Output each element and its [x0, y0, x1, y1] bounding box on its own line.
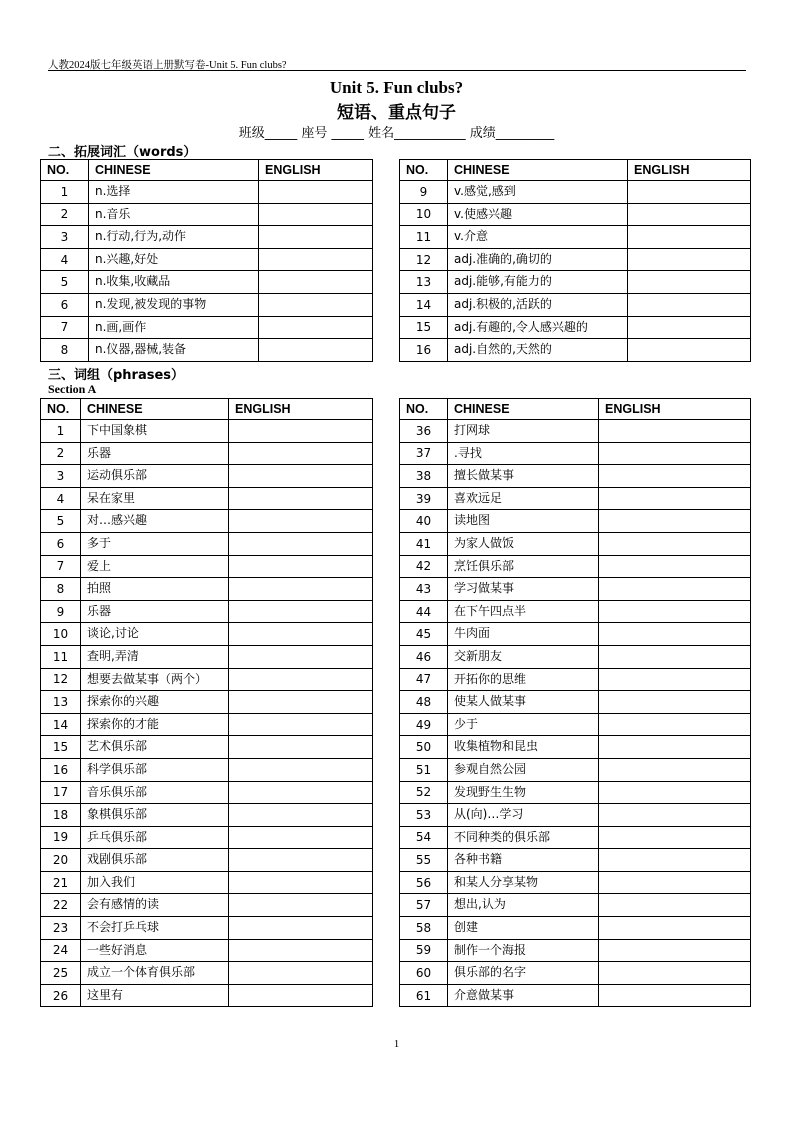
english-answer-cell[interactable] — [599, 804, 751, 827]
english-answer-cell[interactable] — [599, 939, 751, 962]
chinese-prompt: 爱上 — [81, 555, 229, 578]
english-answer-cell[interactable] — [628, 271, 751, 294]
chinese-prompt: 为家人做饭 — [448, 532, 599, 555]
row-number: 37 — [400, 442, 448, 465]
table-row — [41, 849, 373, 872]
table-row — [41, 871, 373, 894]
chinese-prompt: 成立一个体育俱乐部 — [81, 962, 229, 985]
english-answer-cell[interactable] — [229, 465, 373, 488]
table-row — [41, 293, 373, 316]
chinese-prompt: 谈论,讨论 — [81, 623, 229, 646]
phrases-table-right — [399, 398, 751, 1007]
chinese-prompt: 收集植物和昆虫 — [448, 736, 599, 759]
english-answer-cell[interactable] — [599, 781, 751, 804]
row-number: 47 — [400, 668, 448, 691]
english-answer-cell[interactable] — [599, 578, 751, 601]
row-number: 39 — [400, 487, 448, 510]
row-number: 52 — [400, 781, 448, 804]
english-answer-cell[interactable] — [229, 984, 373, 1007]
row-number: 13 — [400, 271, 448, 294]
row-number: 17 — [41, 781, 81, 804]
chinese-prompt: 不同种类的俱乐部 — [448, 826, 599, 849]
english-answer-cell[interactable] — [599, 849, 751, 872]
chinese-prompt: adj.能够,有能力的 — [448, 271, 628, 294]
header-english: ENGLISH — [599, 399, 751, 420]
chinese-prompt: 运动俱乐部 — [81, 465, 229, 488]
page-title: Unit 5. Fun clubs? — [329, 78, 464, 97]
english-answer-cell[interactable] — [229, 691, 373, 714]
english-answer-cell[interactable] — [628, 248, 751, 271]
table-row — [400, 849, 751, 872]
table-row — [400, 668, 751, 691]
table-row — [41, 781, 373, 804]
chinese-prompt: 拍照 — [81, 578, 229, 601]
table-row — [41, 420, 373, 443]
row-number: 1 — [41, 181, 89, 204]
table-row — [41, 894, 373, 917]
english-answer-cell[interactable] — [628, 293, 751, 316]
chinese-prompt: 喜欢远足 — [448, 487, 599, 510]
english-answer-cell[interactable] — [229, 532, 373, 555]
table-row — [41, 316, 373, 339]
chinese-prompt: 读地图 — [448, 510, 599, 533]
row-number: 13 — [41, 691, 81, 714]
table-row — [41, 804, 373, 827]
table-row — [41, 623, 373, 646]
chinese-prompt: 乒乓俱乐部 — [81, 826, 229, 849]
words-table-left — [40, 159, 373, 362]
table-row — [41, 600, 373, 623]
chinese-prompt: n.收集,收藏品 — [89, 271, 259, 294]
english-answer-cell[interactable] — [229, 917, 373, 940]
row-number: 7 — [41, 555, 81, 578]
chinese-prompt: 使某人做某事 — [448, 691, 599, 714]
chinese-prompt: n.选择 — [89, 181, 259, 204]
row-number: 15 — [41, 736, 81, 759]
row-number: 18 — [41, 804, 81, 827]
chinese-prompt: 参观自然公园 — [448, 758, 599, 781]
table-row — [400, 758, 751, 781]
chinese-prompt: 从(向)…学习 — [448, 804, 599, 827]
row-number: 20 — [41, 849, 81, 872]
english-answer-cell[interactable] — [229, 804, 373, 827]
row-number: 24 — [41, 939, 81, 962]
table-row — [400, 203, 751, 226]
row-number: 60 — [400, 962, 448, 985]
page-subtitle: 短语、重点句子 — [337, 103, 456, 123]
row-number: 6 — [41, 293, 89, 316]
row-number: 16 — [41, 758, 81, 781]
row-number: 12 — [41, 668, 81, 691]
chinese-prompt: .寻找 — [448, 442, 599, 465]
table-row — [41, 962, 373, 985]
chinese-prompt: 介意做某事 — [448, 984, 599, 1007]
header-english: ENGLISH — [229, 399, 373, 420]
table-row — [41, 826, 373, 849]
row-number: 9 — [41, 600, 81, 623]
row-number: 11 — [400, 226, 448, 249]
chinese-prompt: 开拓你的思维 — [448, 668, 599, 691]
chinese-prompt: 少于 — [448, 713, 599, 736]
english-answer-cell[interactable] — [599, 758, 751, 781]
english-answer-cell[interactable] — [259, 226, 373, 249]
row-number: 2 — [41, 203, 89, 226]
table-row — [400, 691, 751, 714]
chinese-prompt: 交新朋友 — [448, 645, 599, 668]
chinese-prompt: v.使感兴趣 — [448, 203, 628, 226]
table-row — [400, 736, 751, 759]
table-row — [41, 226, 373, 249]
row-number: 58 — [400, 917, 448, 940]
student-info-line: 班级_____ 座号 _____ 姓名___________ 成绩_________ — [238, 126, 555, 141]
english-answer-cell[interactable] — [229, 600, 373, 623]
english-answer-cell[interactable] — [599, 532, 751, 555]
english-answer-cell[interactable] — [599, 645, 751, 668]
row-number: 2 — [41, 442, 81, 465]
english-answer-cell[interactable] — [628, 339, 751, 362]
row-number: 59 — [400, 939, 448, 962]
chinese-prompt: 牛肉面 — [448, 623, 599, 646]
table-row — [400, 894, 751, 917]
chinese-prompt: 乐器 — [81, 442, 229, 465]
english-answer-cell[interactable] — [628, 226, 751, 249]
words-heading: 二、拓展词汇（words） — [48, 145, 197, 160]
table-row — [41, 736, 373, 759]
chinese-prompt: n.音乐 — [89, 203, 259, 226]
chinese-prompt: n.兴趣,好处 — [89, 248, 259, 271]
table-row — [400, 532, 751, 555]
row-number: 25 — [41, 962, 81, 985]
chinese-prompt: adj.自然的,天然的 — [448, 339, 628, 362]
row-number: 43 — [400, 578, 448, 601]
english-answer-cell[interactable] — [259, 293, 373, 316]
english-answer-cell[interactable] — [229, 826, 373, 849]
header-chinese: CHINESE — [89, 160, 259, 181]
english-answer-cell[interactable] — [229, 939, 373, 962]
row-number: 10 — [41, 623, 81, 646]
chinese-prompt: n.画,画作 — [89, 316, 259, 339]
english-answer-cell[interactable] — [259, 271, 373, 294]
row-number: 50 — [400, 736, 448, 759]
table-row — [41, 465, 373, 488]
table-row — [400, 420, 751, 443]
row-number: 4 — [41, 487, 81, 510]
table-row — [41, 181, 373, 204]
table-row — [400, 555, 751, 578]
english-answer-cell[interactable] — [229, 623, 373, 646]
chinese-prompt: 想要去做某事（两个） — [81, 668, 229, 691]
english-answer-cell[interactable] — [229, 420, 373, 443]
english-answer-cell[interactable] — [259, 248, 373, 271]
english-answer-cell[interactable] — [229, 894, 373, 917]
row-number: 54 — [400, 826, 448, 849]
row-number: 26 — [41, 984, 81, 1007]
header-no: NO. — [41, 399, 81, 420]
table-row — [41, 691, 373, 714]
table-row — [400, 713, 751, 736]
english-answer-cell[interactable] — [599, 510, 751, 533]
row-number: 4 — [41, 248, 89, 271]
english-answer-cell[interactable] — [599, 826, 751, 849]
table-row — [400, 271, 751, 294]
table-row — [41, 532, 373, 555]
table-row — [41, 939, 373, 962]
chinese-prompt: 各种书籍 — [448, 849, 599, 872]
english-answer-cell[interactable] — [229, 781, 373, 804]
row-number: 6 — [41, 532, 81, 555]
chinese-prompt: 不会打乒乓球 — [81, 917, 229, 940]
chinese-prompt: adj.有趣的,令人感兴趣的 — [448, 316, 628, 339]
row-number: 45 — [400, 623, 448, 646]
table-row — [400, 465, 751, 488]
header-chinese: CHINESE — [448, 399, 599, 420]
chinese-prompt: 戏剧俱乐部 — [81, 849, 229, 872]
row-number: 57 — [400, 894, 448, 917]
chinese-prompt: 下中国象棋 — [81, 420, 229, 443]
english-answer-cell[interactable] — [229, 645, 373, 668]
english-answer-cell[interactable] — [229, 713, 373, 736]
table-row — [41, 339, 373, 362]
row-number: 40 — [400, 510, 448, 533]
table-row — [41, 510, 373, 533]
chinese-prompt: 象棋俱乐部 — [81, 804, 229, 827]
english-answer-cell[interactable] — [229, 487, 373, 510]
table-row — [400, 248, 751, 271]
row-number: 38 — [400, 465, 448, 488]
row-number: 16 — [400, 339, 448, 362]
english-answer-cell[interactable] — [229, 442, 373, 465]
table-row — [400, 804, 751, 827]
chinese-prompt: 发现野生生物 — [448, 781, 599, 804]
table-row — [400, 181, 751, 204]
header-no: NO. — [41, 160, 89, 181]
english-answer-cell[interactable] — [229, 555, 373, 578]
chinese-prompt: n.发现,被发现的事物 — [89, 293, 259, 316]
english-answer-cell[interactable] — [599, 487, 751, 510]
section-a-heading: Section A — [48, 382, 97, 396]
english-answer-cell[interactable] — [599, 623, 751, 646]
table-row — [41, 917, 373, 940]
chinese-prompt: 加入我们 — [81, 871, 229, 894]
row-number: 36 — [400, 420, 448, 443]
chinese-prompt: 想出,认为 — [448, 894, 599, 917]
row-number: 15 — [400, 316, 448, 339]
chinese-prompt: adj.积极的,活跃的 — [448, 293, 628, 316]
english-answer-cell[interactable] — [599, 465, 751, 488]
english-answer-cell[interactable] — [259, 316, 373, 339]
row-number: 44 — [400, 600, 448, 623]
row-number: 51 — [400, 758, 448, 781]
row-number: 46 — [400, 645, 448, 668]
table-row — [41, 578, 373, 601]
chinese-prompt: 这里有 — [81, 984, 229, 1007]
chinese-prompt: v.感觉,感到 — [448, 181, 628, 204]
english-answer-cell[interactable] — [599, 871, 751, 894]
table-row — [41, 271, 373, 294]
table-row — [400, 226, 751, 249]
chinese-prompt: 探索你的才能 — [81, 713, 229, 736]
row-number: 11 — [41, 645, 81, 668]
header-no: NO. — [400, 160, 448, 181]
table-row — [400, 316, 751, 339]
words-table-right — [399, 159, 751, 362]
header-chinese: CHINESE — [448, 160, 628, 181]
row-number: 22 — [41, 894, 81, 917]
table-row — [400, 510, 751, 533]
english-answer-cell[interactable] — [599, 668, 751, 691]
english-answer-cell[interactable] — [259, 203, 373, 226]
table-row — [400, 939, 751, 962]
table-row — [41, 442, 373, 465]
row-number: 9 — [400, 181, 448, 204]
row-number: 42 — [400, 555, 448, 578]
table-row — [41, 645, 373, 668]
chinese-prompt: 俱乐部的名字 — [448, 962, 599, 985]
table-row — [400, 578, 751, 601]
chinese-prompt: n.行动,行为,动作 — [89, 226, 259, 249]
row-number: 8 — [41, 339, 89, 362]
row-number: 8 — [41, 578, 81, 601]
english-answer-cell[interactable] — [599, 917, 751, 940]
english-answer-cell[interactable] — [599, 691, 751, 714]
chinese-prompt: 科学俱乐部 — [81, 758, 229, 781]
table-row — [41, 758, 373, 781]
table-row — [400, 487, 751, 510]
chinese-prompt: 制作一个海报 — [448, 939, 599, 962]
table-row — [41, 668, 373, 691]
row-number: 23 — [41, 917, 81, 940]
table-row — [400, 984, 751, 1007]
header-chinese: CHINESE — [81, 399, 229, 420]
table-row — [400, 442, 751, 465]
table-row — [400, 339, 751, 362]
row-number: 53 — [400, 804, 448, 827]
table-row — [41, 487, 373, 510]
table-row — [400, 623, 751, 646]
chinese-prompt: 烹饪俱乐部 — [448, 555, 599, 578]
english-answer-cell[interactable] — [628, 316, 751, 339]
english-answer-cell[interactable] — [599, 713, 751, 736]
phrases-table-left — [40, 398, 373, 1007]
row-number: 3 — [41, 226, 89, 249]
header-rule — [48, 70, 746, 71]
chinese-prompt: 在下午四点半 — [448, 600, 599, 623]
english-answer-cell[interactable] — [599, 420, 751, 443]
table-row — [41, 984, 373, 1007]
english-answer-cell[interactable] — [599, 442, 751, 465]
table-row — [400, 293, 751, 316]
english-answer-cell[interactable] — [628, 181, 751, 204]
english-answer-cell[interactable] — [229, 736, 373, 759]
header-english: ENGLISH — [628, 160, 751, 181]
chinese-prompt: 多于 — [81, 532, 229, 555]
chinese-prompt: v.介意 — [448, 226, 628, 249]
table-row — [400, 600, 751, 623]
table-row — [400, 962, 751, 985]
chinese-prompt: 擅长做某事 — [448, 465, 599, 488]
chinese-prompt: 探索你的兴趣 — [81, 691, 229, 714]
row-number: 1 — [41, 420, 81, 443]
chinese-prompt: 乐器 — [81, 600, 229, 623]
table-row — [41, 248, 373, 271]
chinese-prompt: 查明,弄清 — [81, 645, 229, 668]
table-row — [400, 917, 751, 940]
row-number: 3 — [41, 465, 81, 488]
english-answer-cell[interactable] — [259, 339, 373, 362]
phrases-heading: 三、词组（phrases） — [48, 368, 185, 383]
row-number: 48 — [400, 691, 448, 714]
english-answer-cell[interactable] — [599, 894, 751, 917]
running-header: 人教2024版七年级英语上册默写卷-Unit 5. Fun clubs? — [48, 60, 287, 71]
row-number: 49 — [400, 713, 448, 736]
row-number: 10 — [400, 203, 448, 226]
row-number: 19 — [41, 826, 81, 849]
row-number: 7 — [41, 316, 89, 339]
english-answer-cell[interactable] — [229, 668, 373, 691]
english-answer-cell[interactable] — [599, 736, 751, 759]
chinese-prompt: 创建 — [448, 917, 599, 940]
row-number: 14 — [41, 713, 81, 736]
chinese-prompt: 艺术俱乐部 — [81, 736, 229, 759]
english-answer-cell[interactable] — [229, 849, 373, 872]
row-number: 56 — [400, 871, 448, 894]
english-answer-cell[interactable] — [599, 984, 751, 1007]
english-answer-cell[interactable] — [229, 578, 373, 601]
english-answer-cell[interactable] — [599, 600, 751, 623]
table-row — [400, 781, 751, 804]
header-no: NO. — [400, 399, 448, 420]
chinese-prompt: 学习做某事 — [448, 578, 599, 601]
chinese-prompt: 打网球 — [448, 420, 599, 443]
row-number: 14 — [400, 293, 448, 316]
english-answer-cell[interactable] — [229, 962, 373, 985]
row-number: 21 — [41, 871, 81, 894]
english-answer-cell[interactable] — [599, 555, 751, 578]
table-row — [400, 826, 751, 849]
english-answer-cell[interactable] — [599, 962, 751, 985]
row-number: 61 — [400, 984, 448, 1007]
english-answer-cell[interactable] — [259, 181, 373, 204]
english-answer-cell[interactable] — [628, 203, 751, 226]
english-answer-cell[interactable] — [229, 871, 373, 894]
chinese-prompt: 一些好消息 — [81, 939, 229, 962]
table-row — [41, 203, 373, 226]
table-row — [41, 555, 373, 578]
header-english: ENGLISH — [259, 160, 373, 181]
row-number: 41 — [400, 532, 448, 555]
chinese-prompt: 音乐俱乐部 — [81, 781, 229, 804]
chinese-prompt: adj.准确的,确切的 — [448, 248, 628, 271]
row-number: 12 — [400, 248, 448, 271]
chinese-prompt: 对…感兴趣 — [81, 510, 229, 533]
row-number: 5 — [41, 510, 81, 533]
table-row — [400, 871, 751, 894]
english-answer-cell[interactable] — [229, 510, 373, 533]
row-number: 5 — [41, 271, 89, 294]
chinese-prompt: n.仪器,器械,装备 — [89, 339, 259, 362]
row-number: 55 — [400, 849, 448, 872]
english-answer-cell[interactable] — [229, 758, 373, 781]
chinese-prompt: 和某人分享某物 — [448, 871, 599, 894]
chinese-prompt: 呆在家里 — [81, 487, 229, 510]
page-number: 1 — [393, 1038, 400, 1050]
table-row — [41, 713, 373, 736]
table-row — [400, 645, 751, 668]
chinese-prompt: 会有感情的读 — [81, 894, 229, 917]
